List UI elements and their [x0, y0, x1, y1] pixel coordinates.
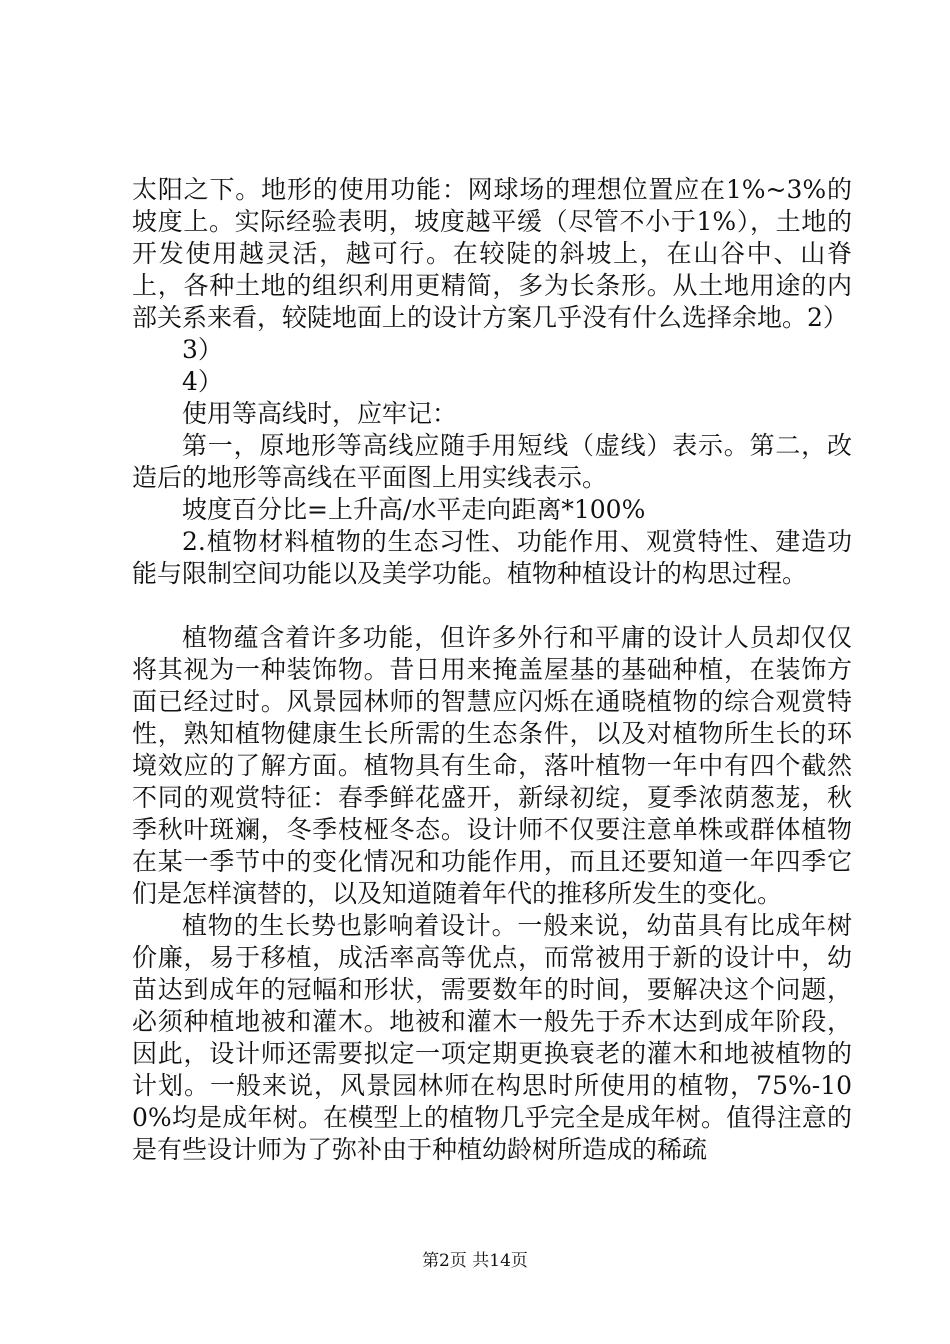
- paragraph-terrain-function: 太阳之下。地形的使用功能：网球场的理想位置应在1%~3%的坡度上。实际经验表明，坡度越平缓（尽管不小于1%），土地的开发使用越灵活，越可行。在较陡的斜坡上，在山谷中、山脊上，各种土地的组织利用更精简，多为长条形。从土地用途的内部关系来看，较陡地面上的设计方案几乎没有什么选择余地。2）: [132, 175, 852, 332]
- paragraph-plant-growth: 植物的生长势也影响着设计。一般来说，幼苗具有比成年树价廉，易于移植，成活率高等优点，而常被用于新的设计中，幼苗达到成年的冠幅和形状，需要数年的时间，要解决这个问题，必须种植地被和灌木。地被和灌木一般先于乔木达到成年阶段，因此，设计师还需要拟定一项定期更换衰老的灌木和地被植物的计划。一般来说，风景园林师在构思时所使用的植物，75%-100%均是成年树。在模型上的植物几乎完全是成年树。值得注意的是有些设计师为了弥补由于种植幼龄树所造成的稀疏: [132, 911, 852, 1164]
- paragraph-contour-note: 使用等高线时，应牢记：: [182, 399, 458, 428]
- paragraph-item-4: 4）: [182, 367, 223, 396]
- page-number-footer: 第2页 共14页: [422, 1251, 528, 1271]
- document-body: [132, 174, 852, 1166]
- paragraph-plant-materials: 2.植物材料植物的生态习性、功能作用、观赏特性、建造功能与限制空间功能以及美学功能。植物种植设计的构思过程。: [132, 527, 852, 588]
- paragraph-plant-functions: 植物蕴含着许多功能，但许多外行和平庸的设计人员却仅仅将其视为一种装饰物。昔日用来掩盖屋基的基础种植，在装饰方面已经过时。风景园林师的智慧应闪烁在通晓植物的综合观赏特性，熟知植物健康生长所需的生态条件，以及对植物所生长的环境效应的了解方面。植物具有生命，落叶植物一年中有四个截然不同的观赏特征：春季鲜花盛开，新绿初绽，夏季浓荫葱茏，秋季秋叶斑斓，冬季枝桠冬态。设计师不仅要注意单株或群体植物在某一季节中的变化情况和功能作用，而且还要知道一年四季它们是怎样演替的，以及知道随着年代的推移所发生的变化。: [132, 623, 852, 908]
- paragraph-contour-rules: 第一，原地形等高线应随手用短线（虚线）表示。第二，改造后的地形等高线在平面图上用实线表示。: [132, 431, 852, 492]
- paragraph-slope-formula: 坡度百分比=上升高/水平走向距离*100%: [182, 495, 646, 524]
- paragraph-item-3: 3）: [182, 335, 223, 364]
